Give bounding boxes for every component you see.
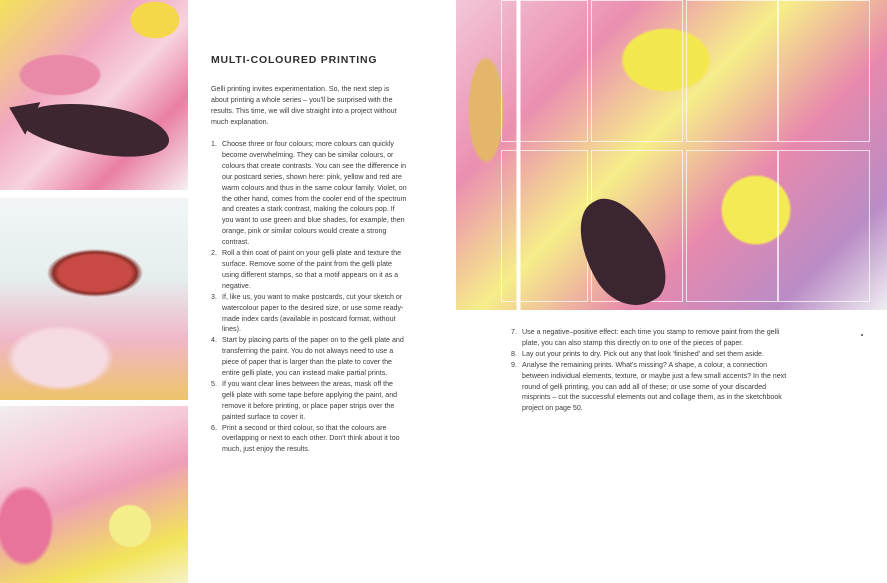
list-item: 5. If you want clear lines between the areas, mask off the gelli plate with some tape before applying the paint, and remove it before printing, or place paper strips over the painted surface to cover it.: [211, 379, 398, 421]
list-item: 8. Lay out your prints to dry. Pick out any that look 'finished' and set them aside.: [511, 349, 764, 358]
list-item: 9. Analyse the remaining prints. What's missing? A shape, a colour, a connection between individual elements, texture, or maybe just a few small accents? In the next round of gelli printing, you can add all of these; or use some of your discarded misprints – cut the successful elements out and collage them, as in the sketchbook project on page 50.: [511, 360, 787, 413]
photo-gelli-plate-pod-middle: [0, 198, 188, 400]
page-title: MULTI-COLOURED PRINTING: [211, 54, 378, 66]
list-item: 1. Choose three or four colours; more colours can quickly become overwhelming. They can be similar colours, or colours that create contrasts. You can see the difference in our postcard series, shown here: pink, yellow and red are warm colours and thus in the same colour family. Violet, on the other hand, comes from the cooler end of the spectrum and creates a stark contrast, making the colours pop. If you want to use green and blue shades, for example, then orange, pink or similar colours would create a strong contrast.: [211, 140, 407, 247]
list-item: 4. Start by placing parts of the paper on to the gelli plate and transferring the paint. You do not always need to use a piece of paper that is larger than the plate to cover the entire gelli plate, you can instead make partial prints.: [211, 336, 404, 378]
list-item: 6. Print a second or third colour, so that the colours are overlapping or next to each other. Don't think about it too much, just enjoy the results.: [211, 423, 400, 454]
fish-stamp-shape: [17, 92, 173, 165]
list-item: 7. Use a negative–positive effect: each time you stamp to remove paint from the gelli plate, you can also stamp this directly on to one of the pieces of paper.: [511, 328, 780, 347]
steps-list-left: [211, 139, 407, 455]
intro-paragraph: Gelli printing invites experimentation. So, the next step is about printing a whole series – you'll be surprised with the results. This time, we will dive straight into a project without much explanation.: [211, 85, 397, 126]
steps-list-right: [511, 327, 793, 414]
list-item: 2. Roll a thin coat of paint on your gelli plate and texture the surface. Remove some of the paint from the gelli plate using different stamps, so that a motif appears on it as a negative.: [211, 249, 402, 290]
photo-postcard-series: [456, 0, 887, 310]
photo-prints-bottom: [0, 406, 188, 583]
list-item: 3. If, like us, you want to make postcards, cut your sketch or watercolour paper to the desired size, or use some ready-made index cards (available in postcard format, without lines).: [211, 292, 404, 334]
photo-gelli-plate-fish-top: [0, 0, 188, 190]
page-dot-mark: [861, 334, 863, 336]
